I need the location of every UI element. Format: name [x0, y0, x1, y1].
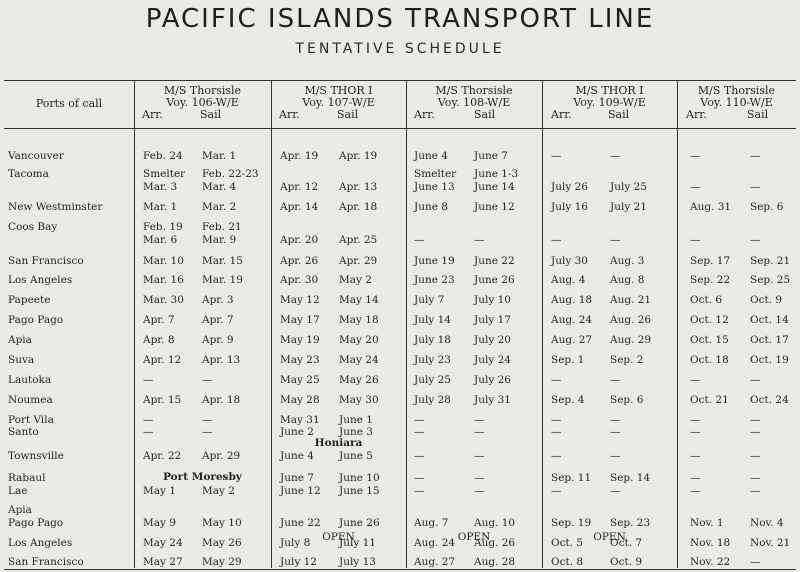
sailing-date: June 15 — [339, 485, 380, 497]
arrival-date: May 28 — [280, 394, 320, 406]
arrival-date: July 30 — [551, 255, 588, 267]
sailing-date: — — [474, 485, 485, 497]
sailing-date: July 11 — [339, 537, 376, 549]
arrival-date: Oct. 6 — [690, 294, 723, 306]
arrival-date: — — [551, 414, 562, 426]
sailing-date: — — [610, 374, 621, 386]
table-row — [0, 255, 800, 268]
arrival-date: May 24 — [143, 537, 183, 549]
arrival-date: May 1 — [143, 485, 176, 497]
schedule-title: PACIFIC ISLANDS TRANSPORT LINE — [145, 4, 655, 34]
arrival-date: — — [143, 414, 154, 426]
sailing-date: May 20 — [339, 334, 379, 346]
arrival-date: July 28 — [414, 394, 451, 406]
arrival-date: Mar. 6 — [143, 234, 178, 246]
ship-name: M/S THOR I — [575, 84, 644, 97]
voyage-number: Voy. 109-W/E — [573, 96, 646, 109]
arrival-date: May 25 — [280, 374, 320, 386]
arrival-date: — — [551, 374, 562, 386]
ship-name: M/S Thorsisle — [163, 84, 242, 97]
sailing-date: — — [750, 450, 761, 462]
sailing-date: May 26 — [202, 537, 242, 549]
sailing-date: — — [750, 414, 761, 426]
sailing-date: June 1 — [339, 414, 373, 426]
port-name: Townsville — [8, 450, 64, 462]
arrival-date: May 27 — [143, 556, 183, 568]
arrival-date: May 23 — [280, 354, 320, 366]
port-name: Noumea — [8, 394, 53, 406]
arrival-date: May 19 — [280, 334, 320, 346]
arrival-date: May 31 — [280, 414, 320, 426]
sailing-date: Apr. 13 — [202, 354, 241, 366]
sailing-date: June 1-3 — [474, 168, 519, 180]
arrival-date: — — [551, 450, 562, 462]
arrival-date: Smelter — [414, 168, 457, 180]
schedule-subtitle: TENTATIVE SCHEDULE — [295, 41, 505, 57]
sailing-date: — — [750, 426, 761, 438]
sail-label: Sail — [474, 108, 496, 121]
sailing-date: Oct. 24 — [750, 394, 789, 406]
voyage-header — [406, 85, 542, 121]
sailing-date: Mar. 1 — [202, 150, 237, 162]
arrival-date: Sep. 17 — [690, 255, 731, 267]
arrival-date: Mar. 16 — [143, 274, 184, 286]
arrival-date: May 9 — [143, 517, 176, 529]
table-row — [0, 472, 800, 485]
sailing-date: Aug. 8 — [610, 274, 645, 286]
sailing-date: Feb. 22-23 — [202, 168, 259, 180]
arrival-date: Sep. 11 — [551, 472, 592, 484]
sailing-date: May 2 — [339, 274, 372, 286]
sailing-date: Nov. 21 — [750, 537, 791, 549]
sailing-date: Feb. 21 — [202, 221, 242, 233]
sailing-date: — — [750, 556, 761, 568]
arrival-date: July 14 — [414, 314, 451, 326]
arrival-date: July 7 — [414, 294, 445, 306]
arrival-date: — — [690, 374, 701, 386]
table-row — [0, 201, 800, 214]
arrival-date: June 13 — [414, 181, 455, 193]
sailing-date: May 14 — [339, 294, 379, 306]
sailing-date: Apr. 25 — [339, 234, 378, 246]
table-row — [0, 221, 800, 234]
arrival-date: July 8 — [280, 537, 311, 549]
port-name: Tacoma — [8, 168, 49, 180]
sailing-date: Apr. 29 — [339, 255, 378, 267]
sailing-date: Sep. 6 — [750, 201, 784, 213]
sailing-date: July 31 — [474, 394, 511, 406]
arrival-date: Apr. 12 — [280, 181, 319, 193]
arrival-date: Apr. 22 — [143, 450, 182, 462]
arrival-date: July 26 — [551, 181, 588, 193]
arrival-date: Nov. 18 — [690, 537, 731, 549]
table-row — [0, 314, 800, 327]
sailing-date: Sep. 23 — [610, 517, 651, 529]
arrival-date: Aug. 24 — [551, 314, 593, 326]
arrival-date: June 4 — [414, 150, 448, 162]
arrival-date: Apr. 8 — [143, 334, 175, 346]
arrival-date: July 16 — [551, 201, 588, 213]
sailing-date: Apr. 18 — [339, 201, 378, 213]
sailing-date: Apr. 29 — [202, 450, 241, 462]
sailing-date: Apr. 3 — [202, 294, 234, 306]
port-name: Port Vila — [8, 414, 54, 426]
arrival-date: — — [690, 414, 701, 426]
arrival-date: Aug. 31 — [690, 201, 732, 213]
ship-name: M/S THOR I — [304, 84, 373, 97]
sailing-date: Aug. 28 — [474, 556, 516, 568]
arrival-date: Sep. 4 — [551, 394, 585, 406]
sailing-date: May 18 — [339, 314, 379, 326]
port-name: Pago Pago — [8, 314, 64, 326]
sailing-date: June 26 — [339, 517, 380, 529]
sailing-date: July 21 — [610, 201, 647, 213]
arrival-date: Apr. 30 — [280, 274, 319, 286]
arrival-date: — — [143, 426, 154, 438]
open-note: OPEN — [457, 531, 491, 543]
arrival-date: Aug. 27 — [414, 556, 456, 568]
arrival-date: June 4 — [280, 450, 314, 462]
arrival-date: Mar. 1 — [143, 201, 178, 213]
arrival-date: Oct. 5 — [551, 537, 584, 549]
arrival-date: — — [551, 150, 562, 162]
sailing-date: Aug. 26 — [474, 537, 516, 549]
arrival-date: June 7 — [280, 472, 314, 484]
sailing-date: — — [610, 450, 621, 462]
arrival-date: Apr. 19 — [280, 150, 319, 162]
port-name: New Westminster — [8, 201, 103, 213]
honiara-note: Honiara — [314, 437, 363, 449]
sailing-date: July 26 — [474, 374, 511, 386]
sail-label: Sail — [747, 108, 769, 121]
arrival-date: July 25 — [414, 374, 451, 386]
sailing-date: — — [202, 374, 213, 386]
sailing-date: July 13 — [339, 556, 376, 568]
sailing-date: Aug. 21 — [610, 294, 652, 306]
arrival-date: Aug. 4 — [551, 274, 586, 286]
arrival-date: Mar. 10 — [143, 255, 184, 267]
table-row — [0, 294, 800, 307]
sailing-date: Sep. 6 — [610, 394, 644, 406]
port-moresby-note: Port Moresby — [163, 471, 242, 483]
sailing-date: June 10 — [339, 472, 380, 484]
arrival-date: — — [414, 234, 425, 246]
table-row — [0, 374, 800, 387]
arrival-date: Aug. 27 — [551, 334, 593, 346]
sailing-date: Sep. 21 — [750, 255, 791, 267]
table-row — [0, 181, 800, 194]
voyage-number: Voy. 106-W/E — [166, 96, 239, 109]
sailing-date: Nov. 4 — [750, 517, 784, 529]
port-name: Lae — [8, 485, 28, 497]
sailing-date: — — [202, 414, 213, 426]
arrival-date: — — [551, 426, 562, 438]
sailing-date: Aug. 29 — [610, 334, 652, 346]
sailing-date: — — [610, 234, 621, 246]
sailing-date: Aug. 10 — [474, 517, 516, 529]
sailing-date: June 3 — [339, 426, 373, 438]
voyage-number: Voy. 110-W/E — [700, 96, 773, 109]
arr-label: Arr. — [279, 108, 300, 121]
arr-label: Arr. — [142, 108, 163, 121]
sailing-date: May 26 — [339, 374, 379, 386]
sailing-date: July 10 — [474, 294, 511, 306]
arrival-date: — — [414, 414, 425, 426]
table-row — [0, 504, 800, 517]
arrival-date: — — [690, 472, 701, 484]
arrival-date: Apr. 26 — [280, 255, 319, 267]
arrival-date: Apr. 15 — [143, 394, 182, 406]
open-note: OPEN — [322, 531, 355, 543]
arrival-date: Nov. 1 — [690, 517, 724, 529]
arrival-date: Aug. 7 — [414, 517, 449, 529]
sailing-date: Oct. 9 — [750, 294, 783, 306]
voyage-number: Voy. 108-W/E — [437, 96, 511, 109]
sailing-date: — — [750, 150, 761, 162]
arrival-date: — — [414, 485, 425, 497]
arrival-date: June 12 — [280, 485, 321, 497]
arrival-date: — — [551, 234, 562, 246]
sailing-date: — — [610, 150, 621, 162]
table-row — [0, 394, 800, 407]
arr-label: Arr. — [551, 108, 572, 121]
port-name: Los Angeles — [8, 274, 73, 286]
arr-label: Arr. — [686, 108, 707, 121]
open-note: OPEN — [593, 531, 626, 543]
table-row — [0, 334, 800, 347]
port-name: Pago Pago — [8, 517, 64, 529]
sailing-date: — — [202, 426, 213, 438]
sailing-date: Apr. 13 — [339, 181, 378, 193]
sailing-date: Aug. 26 — [610, 314, 652, 326]
arrival-date: Oct. 18 — [690, 354, 729, 366]
sailing-date: Mar. 4 — [202, 181, 237, 193]
arrival-date: July 23 — [414, 354, 451, 366]
sailing-date: Aug. 3 — [610, 255, 645, 267]
arrival-date: July 18 — [414, 334, 451, 346]
arrival-date: Sep. 19 — [551, 517, 592, 529]
voyage-number: Voy. 107-W/E — [302, 96, 375, 109]
sailing-date: Oct. 17 — [750, 334, 789, 346]
table-row — [0, 234, 800, 247]
sailing-date: Sep. 14 — [610, 472, 651, 484]
arrival-date: Apr. 7 — [143, 314, 175, 326]
sailing-date: — — [474, 426, 485, 438]
ship-name: M/S Thorsisle — [697, 84, 776, 97]
arrival-date: June 8 — [414, 201, 448, 213]
arrival-date: — — [414, 472, 425, 484]
sailing-date: July 17 — [474, 314, 511, 326]
arrival-date: — — [690, 426, 701, 438]
ship-name: M/S Thorsisle — [435, 84, 513, 97]
sailing-date: Mar. 2 — [202, 201, 237, 213]
voyage-header — [677, 85, 796, 121]
port-name: Apia — [8, 334, 32, 346]
sailing-date: June 5 — [339, 450, 373, 462]
arrival-date: — — [690, 234, 701, 246]
port-name: Santo — [8, 426, 39, 438]
arrival-date: — — [551, 485, 562, 497]
sailing-date: Apr. 18 — [202, 394, 241, 406]
sailing-date: June 12 — [474, 201, 515, 213]
port-name: Vancouver — [8, 150, 64, 162]
sailing-date: July 25 — [610, 181, 647, 193]
sailing-date: — — [474, 414, 485, 426]
sailing-date: — — [750, 472, 761, 484]
arrival-date: Oct. 15 — [690, 334, 729, 346]
sailing-date: Mar. 15 — [202, 255, 243, 267]
arrival-date: Mar. 30 — [143, 294, 184, 306]
table-row — [0, 450, 800, 463]
port-name: Los Angeles — [8, 537, 73, 549]
voyage-header — [134, 85, 271, 121]
port-name: Apia — [8, 504, 32, 516]
sailing-date: — — [474, 450, 485, 462]
sailing-date: Apr. 19 — [339, 150, 378, 162]
sailing-date: Oct. 7 — [610, 537, 643, 549]
arrival-date: May 12 — [280, 294, 320, 306]
sailing-date: Apr. 7 — [202, 314, 234, 326]
arrival-date: June 2 — [280, 426, 314, 438]
sailing-date: Oct. 14 — [750, 314, 789, 326]
port-name: San Francisco — [8, 255, 84, 267]
sailing-date: — — [750, 374, 761, 386]
arrival-date: — — [143, 374, 154, 386]
arrival-date: Feb. 24 — [143, 150, 183, 162]
arr-label: Arr. — [414, 108, 435, 121]
arrival-date: Apr. 14 — [280, 201, 319, 213]
table-row — [0, 485, 800, 498]
arrival-date: Aug. 24 — [414, 537, 456, 549]
ports-of-call-header: Ports of call — [35, 97, 103, 110]
sailing-date: May 30 — [339, 394, 379, 406]
arrival-date: May 17 — [280, 314, 320, 326]
table-row — [0, 150, 800, 163]
arrival-date: — — [414, 450, 425, 462]
arrival-date: Sep. 22 — [690, 274, 731, 286]
sailing-date: — — [610, 485, 621, 497]
sailing-date: May 10 — [202, 517, 242, 529]
table-row — [0, 556, 800, 569]
arrival-date: Nov. 22 — [690, 556, 731, 568]
arrival-date: Mar. 3 — [143, 181, 178, 193]
sailing-date: — — [750, 485, 761, 497]
arrival-date: Apr. 20 — [280, 234, 319, 246]
sailing-date: May 29 — [202, 556, 242, 568]
arrival-date: Apr. 12 — [143, 354, 182, 366]
sailing-date: Apr. 9 — [202, 334, 234, 346]
voyage-header — [271, 85, 406, 121]
port-name: Lautoka — [8, 374, 52, 386]
table-row — [0, 354, 800, 367]
sailing-date: June 22 — [474, 255, 515, 267]
sailing-date: Sep. 2 — [610, 354, 644, 366]
arrival-date: July 12 — [280, 556, 317, 568]
sailing-date: Oct. 19 — [750, 354, 789, 366]
arrival-date: — — [690, 485, 701, 497]
port-name: Suva — [8, 354, 35, 366]
arrival-date: Oct. 12 — [690, 314, 729, 326]
sailing-date: — — [750, 181, 761, 193]
arrival-date: Smelter — [143, 168, 186, 180]
sail-label: Sail — [337, 108, 359, 121]
sail-label: Sail — [608, 108, 630, 121]
arrival-date: Aug. 18 — [551, 294, 593, 306]
sailing-date: June 14 — [474, 181, 515, 193]
sailing-date: — — [750, 234, 761, 246]
arrival-date: — — [690, 450, 701, 462]
sailing-date: — — [610, 414, 621, 426]
arrival-date: Feb. 19 — [143, 221, 183, 233]
arrival-date: June 23 — [414, 274, 455, 286]
sailing-date: — — [474, 234, 485, 246]
arrival-date: June 22 — [280, 517, 321, 529]
arrival-date: — — [690, 150, 701, 162]
port-name: Rabaul — [8, 472, 46, 484]
sailing-date: June 26 — [474, 274, 515, 286]
sailing-date: July 24 — [474, 354, 511, 366]
arrival-date: — — [414, 426, 425, 438]
port-name: Papeete — [8, 294, 51, 306]
sailing-date: Mar. 19 — [202, 274, 243, 286]
table-row — [0, 168, 800, 181]
port-name: San Francisco — [8, 556, 84, 568]
sailing-date: May 2 — [202, 485, 235, 497]
sailing-date: — — [474, 472, 485, 484]
arrival-date: Oct. 8 — [551, 556, 584, 568]
sailing-date: — — [610, 426, 621, 438]
arrival-date: Sep. 1 — [551, 354, 585, 366]
arrival-date: June 19 — [414, 255, 455, 267]
port-name: Coos Bay — [8, 221, 58, 233]
sailing-date: July 20 — [474, 334, 511, 346]
sail-label: Sail — [200, 108, 222, 121]
arrival-date: Oct. 21 — [690, 394, 729, 406]
sailing-date: June 7 — [474, 150, 508, 162]
arrival-date: — — [690, 181, 701, 193]
voyage-header — [542, 85, 677, 121]
table-row — [0, 274, 800, 287]
sailing-date: May 24 — [339, 354, 379, 366]
sailing-date: Oct. 9 — [610, 556, 643, 568]
table-row — [0, 517, 800, 530]
sailing-date: Sep. 25 — [750, 274, 791, 286]
sailing-date: Mar. 9 — [202, 234, 237, 246]
